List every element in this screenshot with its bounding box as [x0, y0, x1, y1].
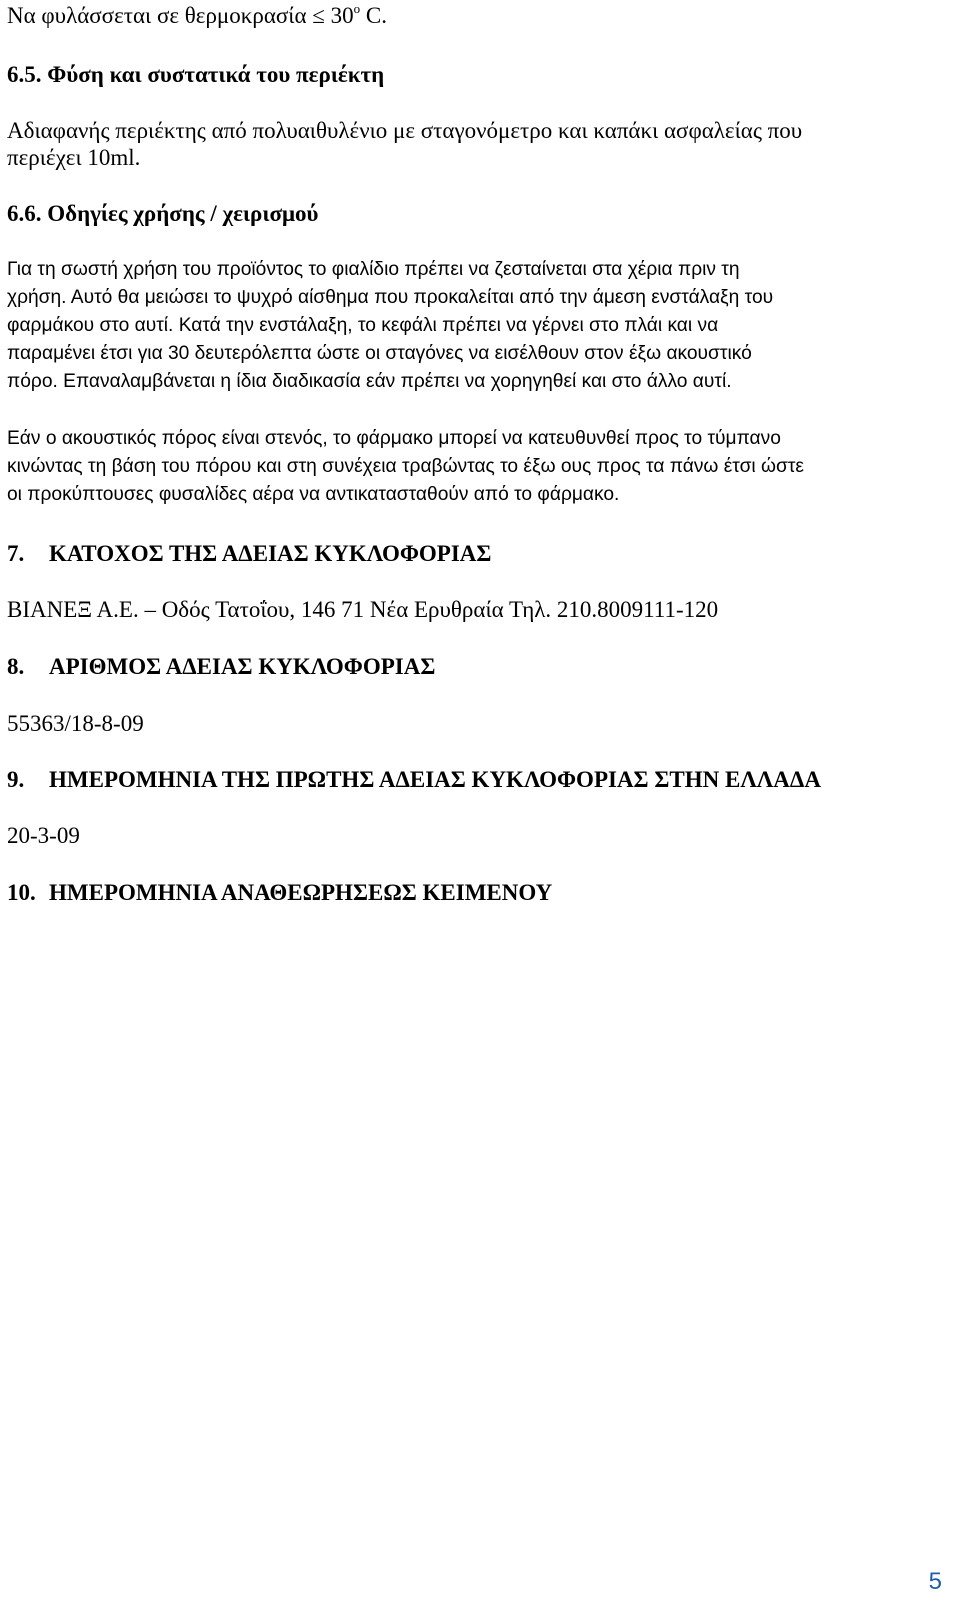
section-6-5-title: 6.5. Φύση και συστατικά του περιέκτη [7, 62, 385, 87]
less-equal-symbol: ≤ [312, 3, 325, 28]
section-9-title: ΗΜΕΡΟΜΗΝΙΑ ΤΗΣ ΠΡΩΤΗΣ ΑΔΕΙΑΣ ΚΥΚΛΟΦΟΡΙΑΣ ΣΤΗΝ ΕΛΛΑΔΑ [49, 767, 821, 792]
paragraph-line: παραμένει έτσι για 30 δευτερόλεπτα ώστε οι σταγόνες να εισέλθουν στον έξω ακουστικό [7, 343, 752, 364]
storage-condition [7, 3, 387, 29]
storage-text: Να φυλάσσεται σε θερμοκρασία [7, 3, 307, 28]
paragraph-line: φαρμάκου στο αυτί. Κατά την ενστάλαξη, το κεφάλι πρέπει να γέρνει στο πλάι και να [7, 315, 719, 336]
degree-symbol: o [353, 1, 361, 16]
authorisation-number: 55363/18-8-09 [7, 711, 144, 736]
marketing-holder: ΒΙΑΝΕΞ Α.Ε. – Οδός Τατοΐου, 146 71 Νέα Ερυθραία Τηλ. 210.8009111-120 [7, 597, 719, 622]
section-8-title: ΑΡΙΘΜΟΣ ΑΔΕΙΑΣ ΚΥΚΛΟΦΟΡΙΑΣ [49, 654, 436, 679]
paragraph-line: χρήση. Αυτό θα μειώσει το ψυχρό αίσθημα που προκαλείται από την άμεση ενστάλαξη του [7, 287, 774, 308]
section-10-heading [7, 880, 552, 906]
section-10-title: ΗΜΕΡΟΜΗΝΙΑ ΑΝΑΘΕΩΡΗΣΕΩΣ ΚΕΙΜΕΝΟΥ [49, 880, 553, 905]
paragraph-line: Για τη σωστή χρήση του προϊόντος το φιαλίδιο πρέπει να ζεσταίνεται στα χέρια πριν τη [7, 259, 740, 280]
paragraph-line: Εάν ο ακουστικός πόρος είναι στενός, το φάρμακο μπορεί να κατευθυνθεί προς το τύμπανο [7, 428, 781, 449]
section-6-5-line-2: περιέχει 10ml. [7, 145, 141, 170]
section-6-5-line-1: Αδιαφανής περιέκτης από πολυαιθυλένιο με σταγονόμετρο και καπάκι ασφαλείας που [7, 118, 803, 143]
storage-value: 30 [330, 3, 354, 28]
section-7-heading [7, 541, 491, 567]
paragraph-line: κινώντας τη βάση του πόρου και στη συνέχεια τραβώντας το έξω ους προς τα πάνω έτσι ώστε [7, 456, 804, 477]
paragraph-line: πόρο. Επαναλαμβάνεται η ίδια διαδικασία εάν πρέπει να χορηγηθεί και στο άλλο αυτί. [7, 371, 732, 392]
section-number: 9. [7, 767, 25, 792]
instructions-paragraph-1 [7, 256, 773, 396]
page-number: 5 [928, 1568, 942, 1595]
storage-unit: C. [365, 3, 387, 28]
section-number: 8. [7, 654, 25, 679]
section-7-title: ΚΑΤΟΧΟΣ ΤΗΣ ΑΔΕΙΑΣ ΚΥΚΛΟΦΟΡΙΑΣ [49, 541, 492, 566]
section-number: 7. [7, 541, 25, 566]
section-8-heading [7, 654, 435, 680]
section-9-heading [7, 767, 821, 793]
first-authorisation-date: 20-3-09 [7, 823, 80, 848]
paragraph-line: οι προκύπτουσες φυσαλίδες αέρα να αντικατασταθούν από το φάρμακο. [7, 484, 620, 505]
section-number: 10. [7, 880, 36, 905]
instructions-paragraph-2 [7, 425, 804, 509]
section-6-6-title: 6.6. Οδηγίες χρήσης / χειρισμού [7, 201, 319, 226]
